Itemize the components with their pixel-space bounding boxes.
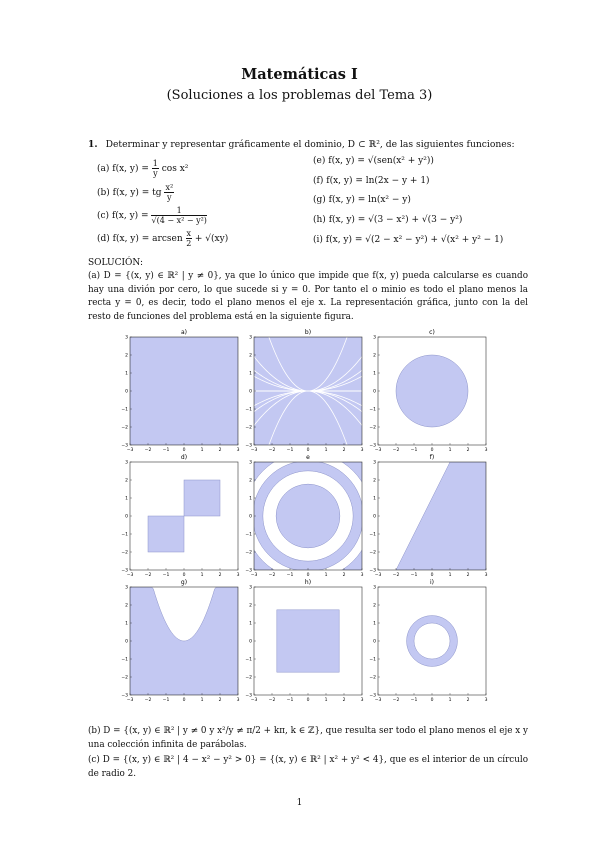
y-tick-label: 1 bbox=[249, 496, 252, 502]
solution-paragraph-c: (c) D = {(x, y) ∈ ℝ² | 4 − x² − y² > 0} = {(x, y) ∈ ℝ² | x² + y² < 4}, que es el interior de un círculo de radio 2. bbox=[88, 755, 528, 779]
x-tick-label: 1 bbox=[324, 573, 328, 578]
x-tick-label: 1 bbox=[448, 698, 452, 703]
x-tick-label: 0 bbox=[306, 448, 310, 453]
y-tick-label: 2 bbox=[125, 478, 128, 484]
domain-panel-3 bbox=[369, 329, 487, 453]
y-tick-label: −2 bbox=[245, 550, 252, 556]
y-tick-label: −3 bbox=[121, 693, 128, 699]
y-tick-label: 3 bbox=[125, 335, 128, 341]
domain-panel-4 bbox=[121, 454, 239, 578]
y-tick-label: 3 bbox=[373, 460, 376, 466]
y-tick-label: 3 bbox=[373, 585, 376, 591]
solution-paragraph-a: (a) D = {(x, y) ∈ ℝ² | y ≠ 0}, ya que lo único que impide que f(x, y) pueda calcularse es cuando hay una divión por cero, lo que sucede si y = 0. Por tanto el o minio es todo el plano menos la recta y = 0, es decir, todo el plano menos el eje x. La representación gráfica, junto con la del resto de funciones del problema está en la siguiente figura. bbox=[88, 271, 528, 322]
x-tick-label: 1 bbox=[448, 448, 452, 453]
y-tick-label: 2 bbox=[125, 353, 128, 359]
y-tick-label: −1 bbox=[245, 532, 252, 538]
y-tick-label: −3 bbox=[369, 443, 376, 449]
y-tick-label: −1 bbox=[121, 407, 128, 413]
y-tick-label: 2 bbox=[249, 353, 252, 359]
x-tick-label: −3 bbox=[126, 698, 134, 703]
y-tick-label: −1 bbox=[369, 532, 376, 538]
y-tick-label: −2 bbox=[245, 675, 252, 681]
x-tick-label: −2 bbox=[268, 698, 276, 703]
x-tick-label: 0 bbox=[182, 573, 186, 578]
y-tick-label: 3 bbox=[125, 585, 128, 591]
x-tick-label: −3 bbox=[250, 573, 258, 578]
panel-label: b) bbox=[304, 329, 312, 336]
domain-panel-9 bbox=[369, 579, 487, 703]
problem-statement bbox=[88, 139, 515, 150]
x-tick-label: −2 bbox=[268, 573, 276, 578]
y-tick-label: 0 bbox=[249, 639, 252, 645]
x-tick-label: 3 bbox=[484, 573, 488, 578]
y-tick-label: 1 bbox=[373, 371, 376, 377]
x-tick-label: 2 bbox=[466, 698, 470, 703]
panel-label: i) bbox=[429, 579, 435, 586]
panel-label: g) bbox=[180, 579, 188, 586]
x-tick-label: −1 bbox=[410, 573, 418, 578]
x-tick-label: −3 bbox=[126, 448, 134, 453]
x-tick-label: 2 bbox=[466, 573, 470, 578]
y-tick-label: 2 bbox=[249, 603, 252, 609]
x-tick-label: −1 bbox=[410, 448, 418, 453]
function-a: (a) f(x, y) = $\frac{1}{y}$ cos x² bbox=[97, 159, 189, 178]
x-tick-label: −2 bbox=[144, 698, 152, 703]
y-tick-label: 0 bbox=[373, 389, 376, 395]
y-tick-label: 1 bbox=[249, 621, 252, 627]
y-tick-label: 0 bbox=[125, 639, 128, 645]
y-tick-label: 0 bbox=[125, 389, 128, 395]
panel-label: a) bbox=[180, 329, 188, 336]
y-tick-label: 2 bbox=[125, 603, 128, 609]
solution-paragraph-b: (b) D = {(x, y) ∈ ℝ² | y ≠ 0 y x²/y ≠ π/2 + kπ, k ∈ ℤ}, que resulta ser todo el plano menos el eje x y una colección infinita de parábolas. bbox=[88, 726, 528, 750]
y-tick-label: −3 bbox=[121, 443, 128, 449]
y-tick-label: 3 bbox=[249, 335, 252, 341]
panel-label: h) bbox=[304, 579, 312, 586]
x-tick-label: 3 bbox=[360, 573, 364, 578]
panel-label: f) bbox=[429, 454, 435, 461]
y-tick-label: −2 bbox=[369, 675, 376, 681]
y-tick-label: 0 bbox=[125, 514, 128, 520]
x-tick-label: −1 bbox=[286, 573, 294, 578]
y-tick-label: 1 bbox=[249, 371, 252, 377]
x-tick-label: −3 bbox=[374, 573, 382, 578]
x-tick-label: 3 bbox=[236, 573, 240, 578]
function-i: (i) f(x, y) = √(2 − x² − y²) + √(x² + y² − 1) bbox=[313, 235, 504, 245]
y-tick-label: −2 bbox=[245, 425, 252, 431]
y-tick-label: −1 bbox=[369, 407, 376, 413]
x-tick-label: 0 bbox=[182, 448, 186, 453]
x-tick-label: 0 bbox=[430, 448, 434, 453]
y-tick-label: −3 bbox=[369, 693, 376, 699]
problem-text: Determinar y representar gráficamente el dominio, D ⊂ ℝ², de las siguientes funciones: bbox=[105, 139, 515, 150]
y-tick-label: 1 bbox=[373, 621, 376, 627]
y-tick-label: 2 bbox=[373, 603, 376, 609]
function-d: (d) f(x, y) = arcsen $\frac{x}{2}$ + √(xy) bbox=[97, 229, 229, 248]
x-tick-label: 0 bbox=[182, 698, 186, 703]
y-tick-label: −1 bbox=[245, 657, 252, 663]
x-tick-label: −1 bbox=[162, 448, 170, 453]
x-tick-label: 2 bbox=[218, 448, 222, 453]
page-subtitle: (Soluciones a los problemas del Tema 3) bbox=[166, 88, 433, 103]
x-tick-label: 2 bbox=[342, 698, 346, 703]
y-tick-label: 2 bbox=[249, 478, 252, 484]
y-tick-label: 3 bbox=[249, 460, 252, 466]
x-tick-label: 1 bbox=[324, 698, 328, 703]
x-tick-label: 0 bbox=[430, 698, 434, 703]
x-tick-label: 0 bbox=[306, 573, 310, 578]
y-tick-label: 2 bbox=[373, 353, 376, 359]
x-tick-label: −2 bbox=[392, 448, 400, 453]
solution-heading: SOLUCIÓN: bbox=[88, 258, 144, 268]
y-tick-label: −3 bbox=[121, 568, 128, 574]
domain-panel-7 bbox=[121, 579, 239, 703]
y-tick-label: −3 bbox=[369, 568, 376, 574]
y-tick-label: 1 bbox=[125, 371, 128, 377]
y-tick-label: 3 bbox=[373, 335, 376, 341]
domain-figure bbox=[118, 327, 498, 711]
y-tick-label: 2 bbox=[373, 478, 376, 484]
x-tick-label: −3 bbox=[374, 448, 382, 453]
y-tick-label: 0 bbox=[373, 514, 376, 520]
y-tick-label: 0 bbox=[249, 514, 252, 520]
x-tick-label: −2 bbox=[392, 573, 400, 578]
y-tick-label: 1 bbox=[125, 496, 128, 502]
y-tick-label: 0 bbox=[249, 389, 252, 395]
domain-panel-1 bbox=[121, 329, 239, 453]
x-tick-label: 3 bbox=[360, 698, 364, 703]
y-tick-label: 1 bbox=[373, 496, 376, 502]
page-title: Matemáticas I bbox=[241, 66, 358, 83]
x-tick-label: 3 bbox=[484, 448, 488, 453]
x-tick-label: 3 bbox=[236, 448, 240, 453]
y-tick-label: −3 bbox=[245, 443, 252, 449]
x-tick-label: −1 bbox=[286, 698, 294, 703]
domain-panel-6 bbox=[369, 454, 487, 578]
x-tick-label: 1 bbox=[324, 448, 328, 453]
x-tick-label: 1 bbox=[200, 698, 204, 703]
x-tick-label: 3 bbox=[236, 698, 240, 703]
y-tick-label: 3 bbox=[125, 460, 128, 466]
x-tick-label: 0 bbox=[306, 698, 310, 703]
y-tick-label: −3 bbox=[245, 568, 252, 574]
x-tick-label: −2 bbox=[392, 698, 400, 703]
panel-label: c) bbox=[429, 329, 435, 336]
x-tick-label: −3 bbox=[126, 573, 134, 578]
y-tick-label: −2 bbox=[369, 425, 376, 431]
x-tick-label: −2 bbox=[144, 448, 152, 453]
panel-label: d) bbox=[180, 454, 188, 461]
page-number: 1 bbox=[296, 798, 303, 808]
y-tick-label: −2 bbox=[369, 550, 376, 556]
x-tick-label: 2 bbox=[342, 573, 346, 578]
x-tick-label: −1 bbox=[162, 573, 170, 578]
x-tick-label: −1 bbox=[286, 448, 294, 453]
x-tick-label: −3 bbox=[374, 698, 382, 703]
panel-label: e bbox=[306, 454, 310, 461]
x-tick-label: −3 bbox=[250, 698, 258, 703]
function-g: (g) f(x, y) = ln(x² − y) bbox=[313, 195, 411, 205]
y-tick-label: −1 bbox=[121, 532, 128, 538]
y-tick-label: −2 bbox=[121, 550, 128, 556]
x-tick-label: 2 bbox=[466, 448, 470, 453]
domain-panel-5 bbox=[244, 452, 372, 580]
x-tick-label: 3 bbox=[484, 698, 488, 703]
y-tick-label: 3 bbox=[249, 585, 252, 591]
function-c: (c) f(x, y) = $\frac{1}{\text{√(4 − x² − y²)}}$ bbox=[97, 206, 207, 225]
function-b: (b) f(x, y) = tg $\frac{\text{x²}}{y}$ bbox=[97, 183, 174, 202]
x-tick-label: 2 bbox=[218, 698, 222, 703]
x-tick-label: −2 bbox=[144, 573, 152, 578]
x-tick-label: −2 bbox=[268, 448, 276, 453]
x-tick-label: 1 bbox=[448, 573, 452, 578]
y-tick-label: −1 bbox=[121, 657, 128, 663]
y-tick-label: −1 bbox=[245, 407, 252, 413]
function-f: (f) f(x, y) = ln(2x − y + 1) bbox=[313, 176, 430, 186]
domain-panel-8 bbox=[245, 579, 363, 703]
function-h: (h) f(x, y) = √(3 − x²) + √(3 − y²) bbox=[313, 215, 463, 225]
y-tick-label: −2 bbox=[121, 425, 128, 431]
x-tick-label: 0 bbox=[430, 573, 434, 578]
x-tick-label: −3 bbox=[250, 448, 258, 453]
problem-number: 1. bbox=[88, 139, 98, 150]
x-tick-label: −1 bbox=[410, 698, 418, 703]
y-tick-label: 1 bbox=[125, 621, 128, 627]
x-tick-label: −1 bbox=[162, 698, 170, 703]
x-tick-label: 2 bbox=[342, 448, 346, 453]
function-e: (e) f(x, y) = √(sen(x² + y²)) bbox=[313, 156, 434, 166]
x-tick-label: 1 bbox=[200, 573, 204, 578]
x-tick-label: 1 bbox=[200, 448, 204, 453]
y-tick-label: −1 bbox=[369, 657, 376, 663]
y-tick-label: −2 bbox=[121, 675, 128, 681]
y-tick-label: 0 bbox=[373, 639, 376, 645]
x-tick-label: 2 bbox=[218, 573, 222, 578]
x-tick-label: 3 bbox=[360, 448, 364, 453]
y-tick-label: −3 bbox=[245, 693, 252, 699]
